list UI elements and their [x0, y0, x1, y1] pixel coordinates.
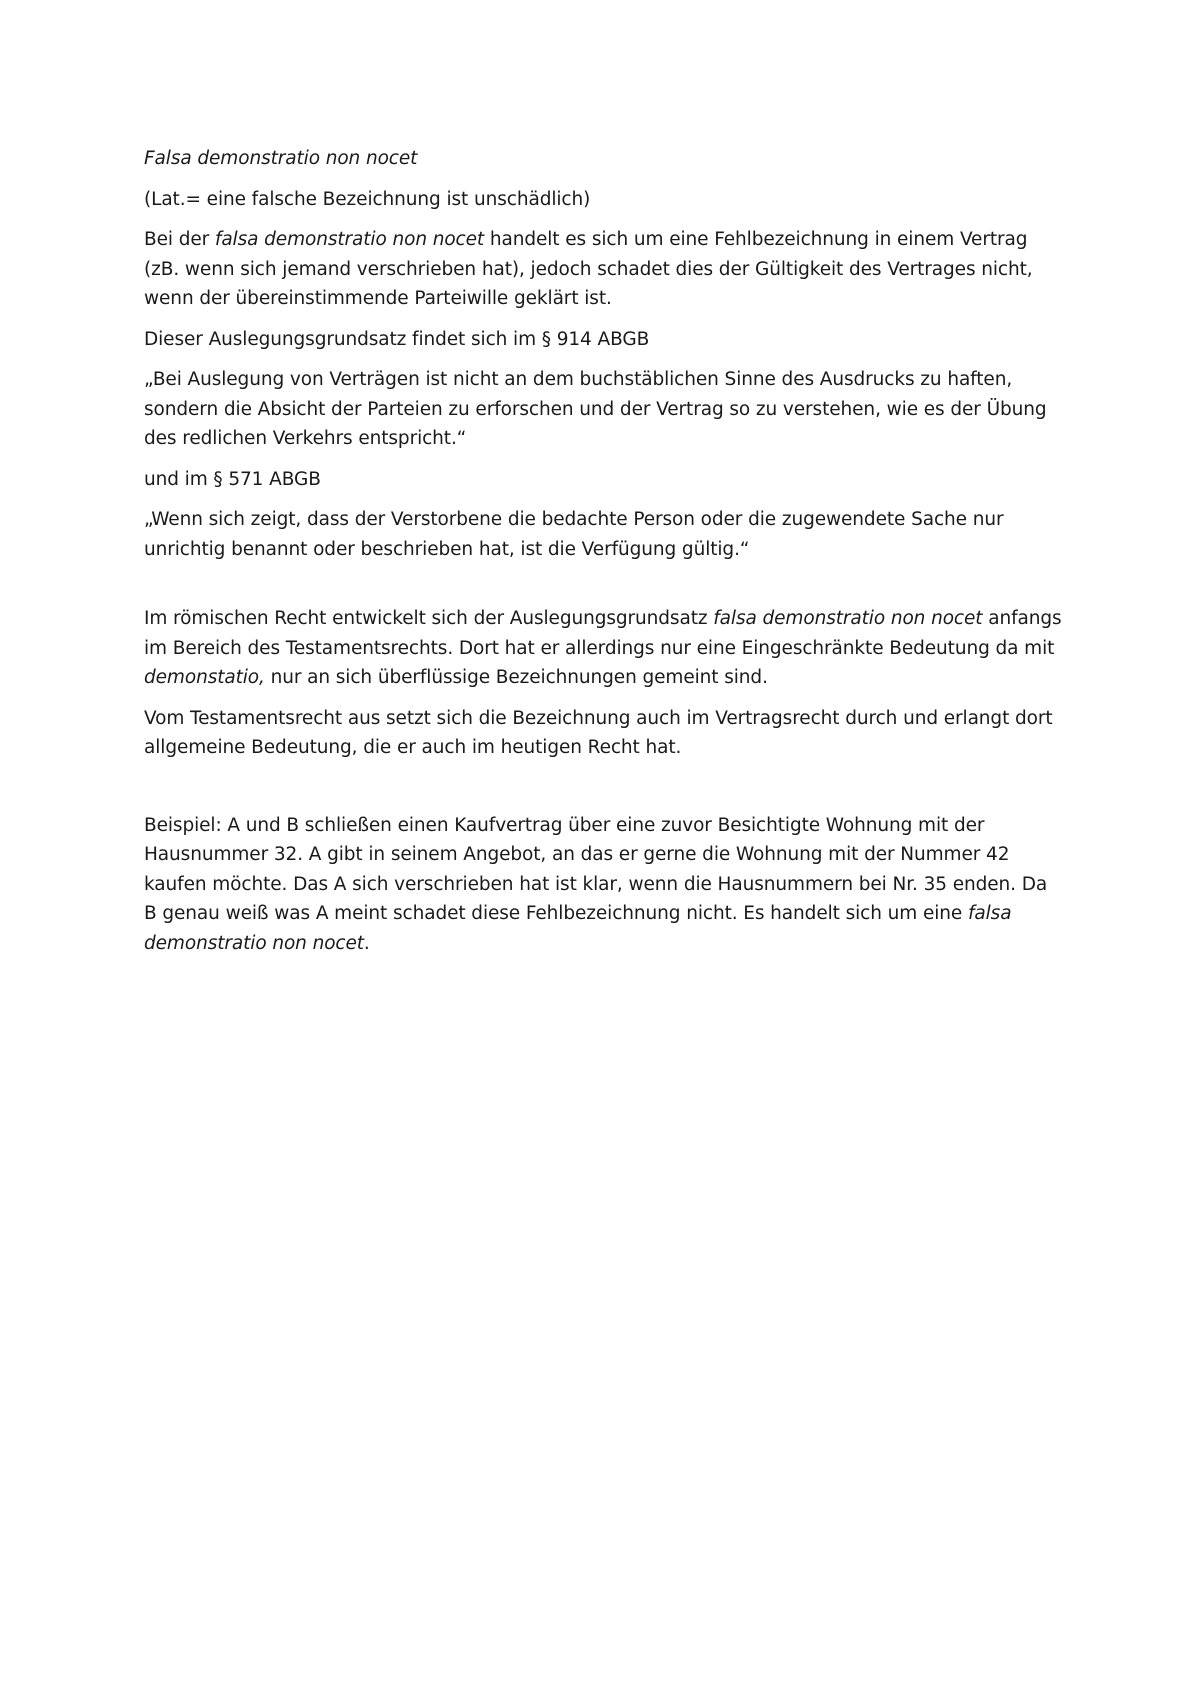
paragraph-abgb-571-intro: und im § 571 ABGB	[144, 468, 321, 490]
paragraph-definition: Bei der falsa demonstratio non nocet handelt es sich um eine Fehlbezeichnung in einem Vertrag (zB. wenn sich jemand verschrieben hat), jedoch schadet dies der Gültigkeit des Vertrages nicht, wenn der übereinstimmende Parteiwille geklärt ist.	[144, 229, 1033, 309]
document-subtitle: (Lat.= eine falsche Bezeichnung ist unschädlich)	[144, 188, 591, 210]
document-title: Falsa demonstratio non nocet	[144, 148, 418, 169]
paragraph-example: Beispiel: A und B schließen einen Kaufvertrag über eine zuvor Besichtigte Wohnung mit der Hausnummer 32. A gibt in seinem Angebot, an das er gerne die Wohnung mit der Nummer 42 kaufen möchte. Das A sich verschrieben hat ist klar, wenn die Hausnummern bei Nr. 35 enden. Da B genau weiß was A meint schadet diese Fehlbezeichnung nicht. Es handelt sich um eine falsa demonstratio non nocet.	[144, 814, 1048, 954]
quote-abgb-914: „Bei Auslegung von Verträgen ist nicht an dem buchstäblichen Sinne des Ausdrucks zu haften, sondern die Absicht der Parteien zu erforschen und der Vertrag so zu verstehen, wie es der Übung des redlichen Verkehrs entspricht.“	[144, 369, 1047, 449]
paragraph-abgb-914-intro: Dieser Auslegungsgrundsatz findet sich im § 914 ABGB	[144, 328, 650, 350]
paragraph-contract-law: Vom Testamentsrecht aus setzt sich die Bezeichnung auch im Vertragsrecht durch und erlangt dort allgemeine Bedeutung, die er auch im heutigen Recht hat.	[144, 707, 1053, 758]
paragraph-roman-law: Im römischen Recht entwickelt sich der Auslegungsgrundsatz falsa demonstratio non nocet anfangs im Bereich des Testamentsrechts. Dort hat er allerdings nur eine Eingeschränkte Bedeutung da mit demonstatio, nur an sich überflüssige Bezeichnungen gemeint sind.	[144, 608, 1062, 688]
document-body	[144, 144, 1064, 969]
quote-abgb-571: „Wenn sich zeigt, dass der Verstorbene die bedachte Person oder die zugewendete Sache nur unrichtig benannt oder beschrieben hat, ist die Verfügung gültig.“	[144, 509, 1004, 560]
